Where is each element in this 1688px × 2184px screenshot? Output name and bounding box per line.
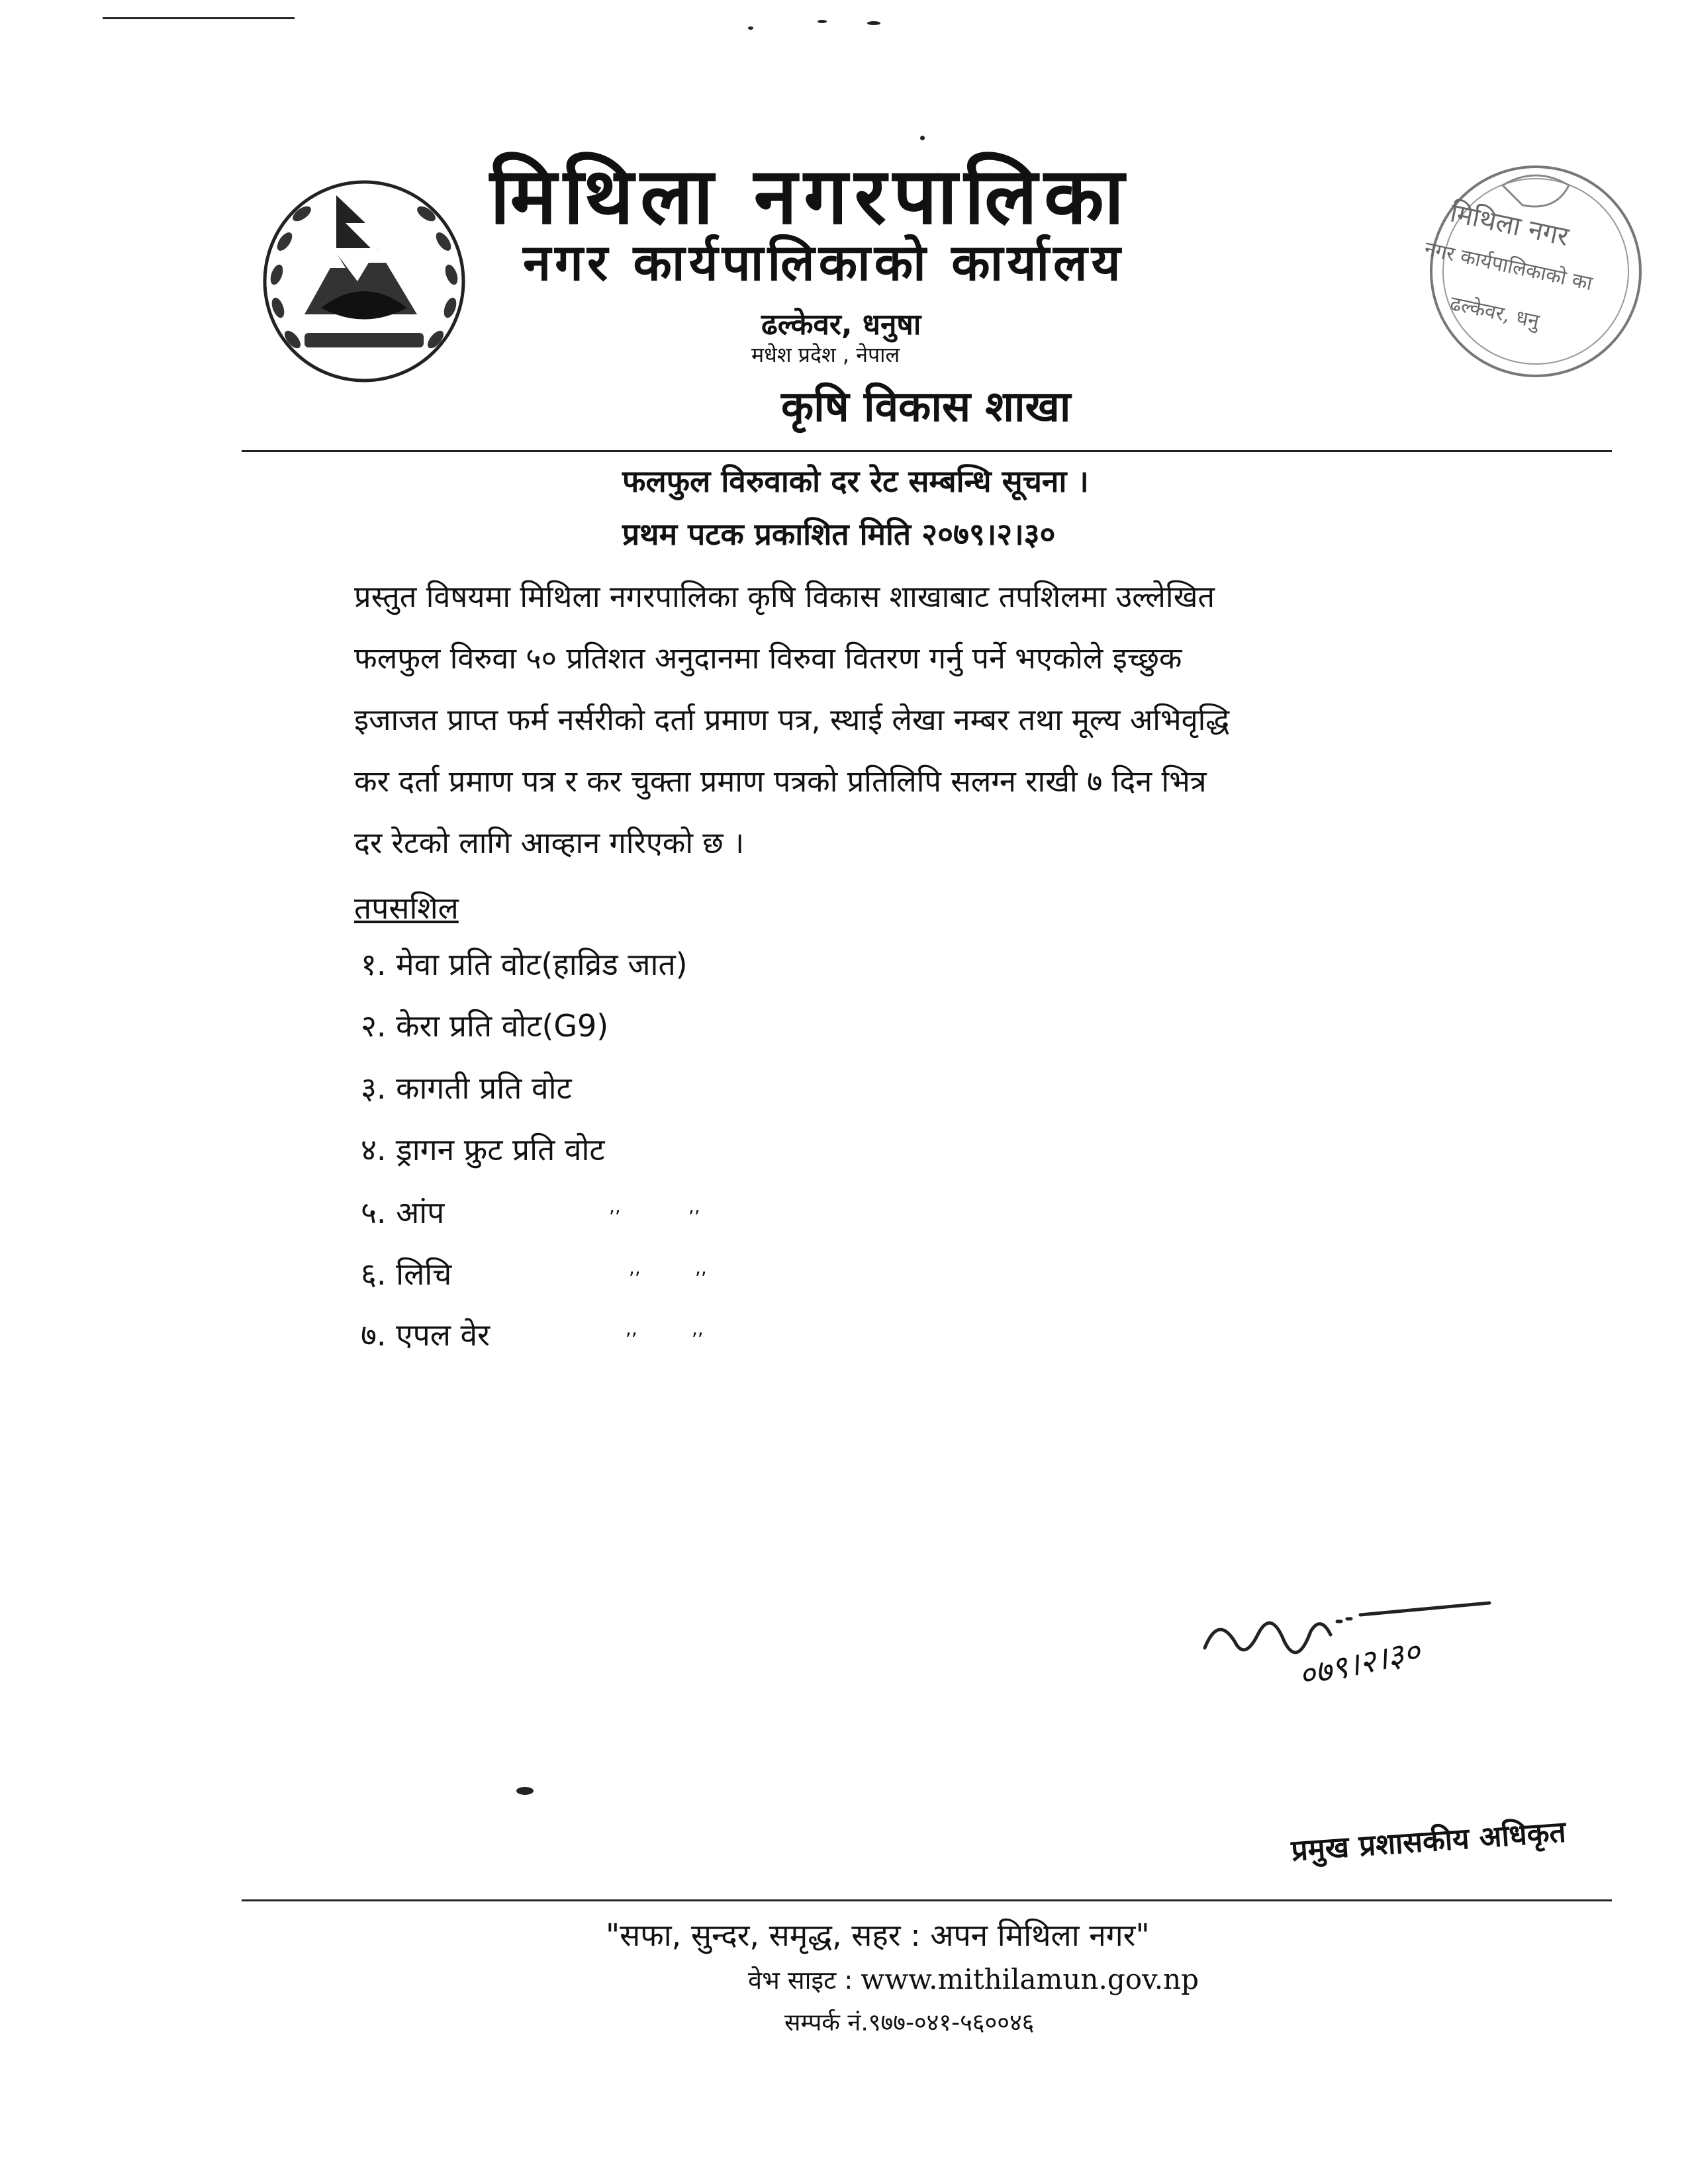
list-item: [361, 1253, 707, 1294]
office-subtitle: नगर कार्यपालिकाको कार्यालय: [523, 233, 1125, 292]
department-name: कृषि विकास शाखा: [781, 383, 1071, 432]
list-item-label: ५. आंप: [361, 1195, 445, 1230]
body-line: कर दर्ता प्रमाण पत्र र कर चुक्ता प्रमाण पत्रको प्रतिलिपि सलग्न राखी ७ दिन भित्र: [354, 764, 1207, 799]
footer-divider: [242, 1899, 1612, 1901]
ditto-mark: ,,: [629, 1257, 641, 1279]
body-line: इजाजत प्राप्त फर्म नर्सरीको दर्ता प्रमाण पत्र, स्थाई लेखा नम्बर तथा मूल्य अभिवृद्धि: [354, 702, 1230, 737]
body-line: फलफुल विरुवा ५० प्रतिशत अनुदानमा विरुवा वितरण गर्नु पर्ने भएकोले इच्छुक: [354, 641, 1182, 676]
ditto-mark: ,,: [626, 1318, 637, 1340]
publication-date: प्रथम पटक प्रकाशित मिति २०७९।२।३०: [622, 516, 1056, 552]
ditto-mark: ,,: [692, 1318, 704, 1340]
header-divider: [242, 450, 1612, 452]
list-item: २. केरा प्रति वोट(G9): [361, 1008, 609, 1044]
stamp-line: ढल्केवर, धनु: [1448, 292, 1542, 334]
body-line: दर रेटको लागि आव्हान गरिएको छ ।: [354, 825, 745, 860]
address-line: ढल्केवर, धनुषा: [761, 308, 921, 341]
stamp-line: मिथिला नगर: [1447, 197, 1571, 253]
scan-speck: [867, 21, 880, 25]
notice-subject: फलफुल विरुवाको दर रेट सम्बन्धि सूचना ।: [622, 463, 1089, 499]
nepal-emblem-icon: [258, 175, 470, 387]
website-link[interactable]: www.mithilamun.gov.np: [861, 1963, 1199, 1995]
list-item-label: ७. एपल वेर: [361, 1317, 490, 1353]
ditto-mark: ,,: [688, 1195, 700, 1217]
list-item: [361, 1314, 704, 1355]
scan-speck: [748, 26, 753, 30]
schedule-title: तपसशिल: [354, 890, 459, 926]
stamp-text-block: [1422, 197, 1642, 371]
scan-speck: [818, 20, 827, 23]
scan-speck: [516, 1787, 534, 1795]
ditto-mark: ,,: [695, 1257, 707, 1279]
scan-edge-line: [103, 17, 295, 19]
list-item: [361, 1191, 700, 1232]
notice-body: [354, 566, 1546, 874]
scan-speck: [920, 136, 925, 140]
list-item: ४. ड्रागन फ्रुट प्रति वोट: [361, 1132, 605, 1167]
address-line: मधेश प्रदेश , नेपाल: [751, 342, 900, 367]
body-line: प्रस्तुत विषयमा मिथिला नगरपालिका कृषि विकास शाखाबाट तपशिलमा उल्लेखित: [354, 579, 1215, 614]
website-label: वेभ साइट :: [748, 1966, 853, 1995]
officer-designation: प्रमुख प्रशासकीय अधिकृत: [1289, 1815, 1568, 1868]
signature-date: ०७९।२।३०: [1295, 1633, 1424, 1695]
list-item-label: ६. लिचि: [361, 1256, 452, 1292]
list-item: ३. कागती प्रति वोट: [361, 1070, 572, 1106]
stamp-line: नगर कार्यपालिकाको का: [1422, 237, 1595, 296]
ditto-mark: ,,: [609, 1195, 621, 1217]
footer-slogan: "सफा, सुन्दर, समृद्ध, सहर : अपन मिथिला नगर": [606, 1917, 1150, 1953]
list-item: १. मेवा प्रति वोट(हाव्रिड जात): [361, 946, 688, 982]
footer-website: [748, 1962, 1199, 1997]
footer-contact: सम्पर्क नं.९७७-०४१-५६००४६: [784, 2009, 1035, 2036]
municipality-title: मिथिला नगरपालिका: [490, 150, 1131, 242]
